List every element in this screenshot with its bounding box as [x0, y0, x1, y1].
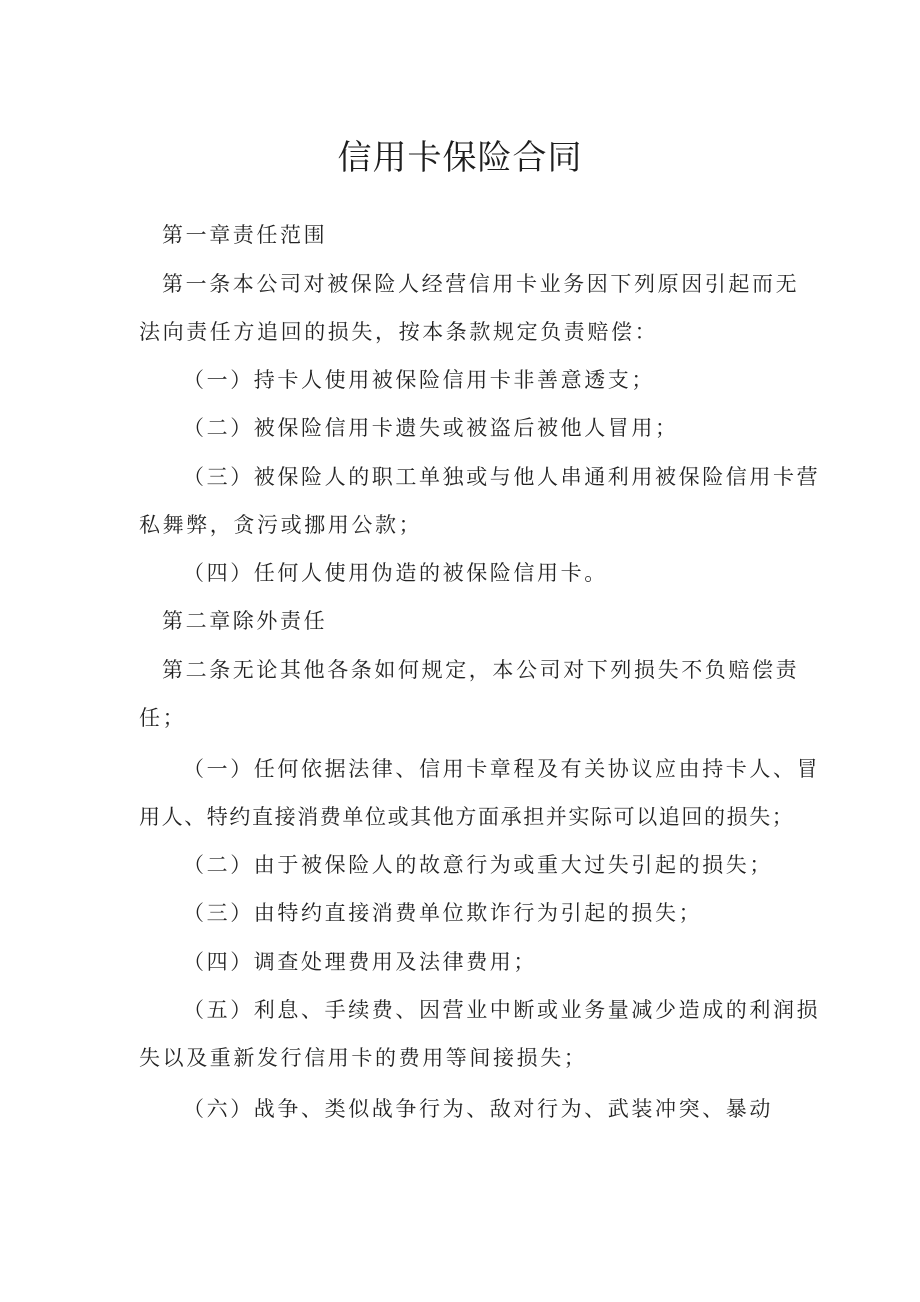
chapter2-item1-line1: （一）任何依据法律、信用卡章程及有关协议应由持卡人、冒 — [183, 757, 821, 781]
chapter2-item1-line2: 用人、特约直接消费单位或其他方面承担并实际可以追回的损失； — [139, 805, 795, 829]
chapter2-item5-line2: 失以及重新发行信用卡的费用等间接损失； — [139, 1046, 588, 1070]
chapter2-item3: （三）由特约直接消费单位欺诈行为引起的损失； — [183, 901, 703, 925]
chapter2-item4: （四）调查处理费用及法律费用； — [183, 950, 537, 974]
chapter2-item5-line1: （五）利息、手续费、因营业中断或业务量减少造成的利润损 — [183, 998, 821, 1022]
article2-line1: 第二条无论其他各条如何规定，本公司对下列损失不负赔偿责 — [162, 658, 800, 682]
chapter1-item3-line1: （三）被保险人的职工单独或与他人串通利用被保险信用卡营 — [183, 465, 821, 489]
chapter1-heading: 第一章责任范围 — [162, 223, 328, 247]
article1-line2: 法向责任方追回的损失，按本条款规定负责赔偿： — [139, 320, 659, 344]
chapter1-item4: （四）任何人使用伪造的被保险信用卡。 — [183, 561, 608, 585]
chapter2-item6: （六）战争、类似战争行为、敌对行为、武装冲突、暴动 — [183, 1097, 773, 1121]
chapter2-heading: 第二章除外责任 — [162, 609, 328, 633]
article1-line1: 第一条本公司对被保险人经营信用卡业务因下列原因引起而无 — [162, 272, 800, 296]
chapter2-item2: （二）由于被保险人的故意行为或重大过失引起的损失； — [183, 853, 773, 877]
chapter1-item2: （二）被保险信用卡遗失或被盗后被他人冒用； — [183, 416, 679, 440]
chapter1-item3-line2: 私舞弊，贪污或挪用公款； — [139, 513, 423, 537]
chapter1-item1: （一）持卡人使用被保险信用卡非善意透支； — [183, 368, 655, 392]
article2-line2: 任； — [139, 706, 187, 730]
document-title: 信用卡保险合同 — [337, 138, 583, 178]
